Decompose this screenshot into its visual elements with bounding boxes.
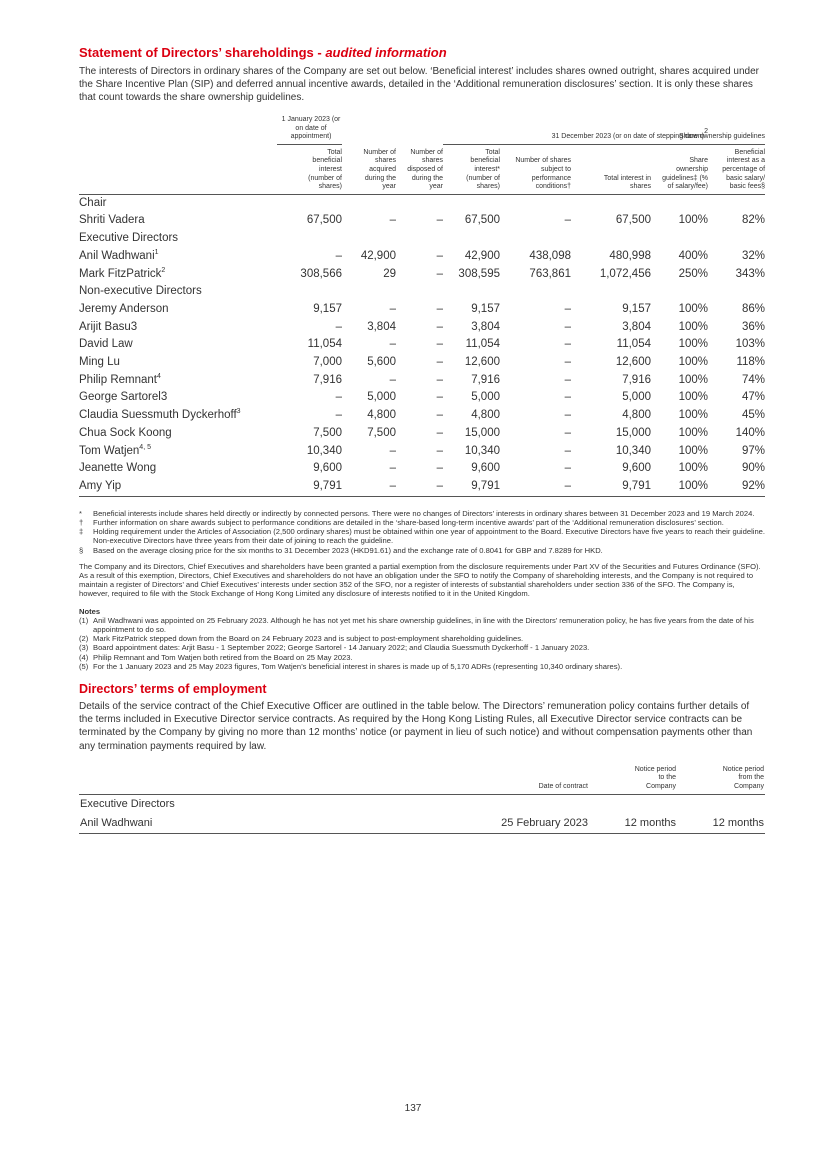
col-header: Total beneficial interest (number of shares) [277,144,342,194]
table-cell: 11,054 [307,338,342,351]
table-cell: 10,340 [306,444,342,457]
table-cell: 5,000 [471,391,500,404]
table-cell: – [564,409,571,422]
table-cell: 100% [678,373,709,386]
director-name: Arijit Basu3 [79,320,138,333]
director-name: Chua Sock Koong [79,426,172,439]
col-header: Total interest in shares [571,144,651,194]
table-cell: – [389,302,396,315]
table-cell: – [396,478,443,496]
director-row [79,372,765,390]
director-row [79,354,765,372]
director-name: Tom Watjen$^{4, 5}$ [79,443,151,457]
table-cell: 308,595 [458,267,500,280]
table-cell: 5,600 [367,356,396,369]
col-header: Notice period from the Company [677,765,765,794]
table-cell: 250% [678,267,709,280]
shareholdings-title: Statement of Directors’ shareholdings - audited information [79,45,447,60]
director-name: Jeremy Anderson [79,302,169,315]
director-row [79,336,765,354]
table-cell: – [342,478,396,496]
table-cell: – [564,444,571,457]
table-cell: – [564,356,571,369]
director-name: Mark FitzPatrick$^2$ [79,266,166,280]
table-cell: 9,791 [571,478,651,496]
table-cell: 12,600 [615,356,651,369]
table-cell: 3,804 [471,320,500,333]
table-cell: 3,804 [367,320,396,333]
table-cell: – [436,338,443,351]
table-cell: 400% [678,249,709,262]
table-cell: 92% [708,478,765,496]
shareholdings-table [79,116,765,497]
director-row [79,443,765,461]
table-cell: – [335,409,342,422]
table-cell: 86% [741,302,766,315]
table-cell: 10,340 [615,444,651,457]
shareholdings-body [79,194,765,496]
table-cell: 100% [678,214,709,227]
table-cell: – [436,373,443,386]
sfo-paragraph: The Company and its Directors, Chief Executives and shareholders have been granted a partial exemption from the disclosure requirements under Part XV of the Securities and Futures Ordinance (SFO). As a result of this exemption, Directors, Chief Executives and shareholders do not have an obligation under the SFO to notify the Company of shareholding interests, and the Company is not required to maintain a register of Directors’ and Chief Executives’ interests under section 352 of the SFO, nor a register of interests of substantial shareholders under section 336 of the SFO. The Company is, however, required to file with the Stock Exchange of Hong Kong Limited any disclosure of interests notified to it in the United Kingdom. [79,561,761,599]
director-row [79,301,765,319]
note: (4) Philip Remnant and Tom Watjen both retired from the Board on 25 May 2023. [79,652,353,662]
director-name: George Sartorel3 [79,391,168,404]
table-cell: – [436,356,443,369]
director-row [79,407,765,425]
table-cell: – [436,214,443,227]
table-cell: 67,500 [306,214,342,227]
col-header: Total beneficial interest* (number of shares) [443,144,500,194]
director-row [79,319,765,337]
table-cell: 67,500 [615,214,651,227]
table-cell: – [564,462,571,475]
col-header: Notice period to the Company [589,765,677,794]
table-cell: 97% [741,444,766,457]
footnote: * Beneficial interests include shares held directly or indirectly by connected persons. There were no changes of Directors’ interests in ordinary shares between 31 December 2023 and 19 March 2024. [79,508,755,518]
table-cell: 100% [678,356,709,369]
table-cell: 100% [678,426,709,439]
table-cell: 100% [678,302,709,315]
table-cell: 7,916 [313,373,342,386]
table-cell: 7,916 [622,373,651,386]
contract-row: Anil Wadhwani 25 February 2023 12 months 12 months [79,814,765,834]
table-cell: – [436,426,443,439]
table-cell: 9,791 [277,478,342,496]
table-cell: 74% [741,373,766,386]
table-cell: – [564,320,571,333]
note: (5) For the 1 January 2023 and 25 May 2023 figures, Tom Watjen’s beneficial interest in shares is made up of 5,170 ADRs (representing 10,340 ordinary shares). [79,661,623,671]
table-cell: 118% [736,356,766,369]
table-cell: – [436,391,443,404]
table-cell: – [564,373,571,386]
table-cell: – [436,302,443,315]
page-number: 137 [404,1103,422,1114]
group-guidelines: Share ownership guidelines [708,116,765,144]
table-cell: 4,800 [622,409,651,422]
table-cell: 100% [678,462,709,475]
table-cell: – [564,391,571,404]
table-cell: – [389,444,396,457]
section-label: Chair [79,196,107,209]
notes-title: Notes [79,606,101,616]
col-header: Share ownership guidelines‡ (% of salary/fee) [651,144,708,194]
table-cell: 45% [741,409,766,422]
terms-title: Directors’ terms of employment [79,681,267,696]
table-cell: 10,340 [464,444,500,457]
contract-table [79,765,765,834]
table-cell: 100% [678,338,709,351]
director-name: Amy Yip [79,478,277,496]
table-cell: 9,600 [313,462,342,475]
table-cell: 9,157 [471,302,500,315]
section-row [79,194,765,212]
footnote: ‡ Holding requirement under the Articles of Association (2,500 ordinary shares) must be obtained within one year of appointment to the Board. Executive Directors have five years to reach their guideline. Non-executive Directors have three years from their date of joining to reach the guideline. [79,527,765,546]
table-cell: 9,600 [471,462,500,475]
table-cell: 7,500 [313,426,342,439]
note: (1) Anil Wadhwani was appointed on 25 February 2023. Although he has not yet met his share ownership guidelines, in line with the Directors’ remuneration policy, he has five years from the date of his appointment to do so. [79,615,754,634]
director-row [79,389,765,407]
table-cell: – [436,409,443,422]
table-cell: 140% [735,426,766,439]
director-row [79,460,765,478]
group-dec: 31 December 2023 (or on date of stepping down)$^2$ [443,116,708,144]
table-cell: 308,566 [300,267,342,280]
director-name: Ming Lu [79,356,120,369]
col-header: Number of shares acquired during the year [342,144,396,194]
table-cell: – [436,320,443,333]
group-header-row [79,116,765,144]
table-cell: 9,157 [313,302,342,315]
table-cell: 47% [741,391,766,404]
table-cell: 9,600 [622,462,651,475]
table-cell: 1,072,456 [599,267,651,280]
director-name: Shriti Vadera [79,214,145,227]
director-name: Jeanette Wong [79,462,157,475]
table-cell: 3,804 [622,320,651,333]
table-cell: 11,054 [465,338,500,351]
footnote: † Further information on share awards subject to performance conditions are detailed in the ‘share-based long-term incentive awards’ part of the ‘Additional remuneration disclosures’ section. [79,517,724,527]
table-cell: – [564,214,571,227]
table-cell: 7,500 [367,426,396,439]
table-cell: – [389,373,396,386]
table-cell: – [335,391,342,404]
table-cell: – [389,214,396,227]
table-cell: – [436,444,443,457]
director-row [79,212,765,230]
table-cell: – [500,478,571,496]
col-header: Number of shares subject to performance conditions† [500,144,571,194]
table-cell: 4,800 [367,409,396,422]
table-cell: 9,791 [443,478,500,496]
table-cell: – [436,267,443,280]
section-row [79,283,765,301]
page-content [79,44,765,834]
table-cell: 15,000 [464,426,500,439]
director-row [79,478,765,496]
col-header: Number of shares disposed of during the year [396,144,443,194]
table-cell: 15,000 [615,426,651,439]
table-cell: 90% [741,462,766,475]
table-cell: – [436,249,443,262]
table-cell: – [389,338,396,351]
table-cell: 11,054 [616,338,651,351]
director-name: Anil Wadhwani$^1$ [79,248,159,262]
table-cell: 67,500 [464,214,500,227]
table-cell: – [564,302,571,315]
table-cell: 42,900 [360,249,396,262]
table-cell: 82% [741,214,766,227]
director-row [79,425,765,443]
table-cell: 29 [383,267,396,280]
table-cell: 42,900 [464,249,500,262]
footnote: § Based on the average closing price for the six months to 31 December 2023 (HKD91.61) and the exchange rate of 0.8041 for GBP and 7.8289 for HKD. [79,545,603,555]
contract-section-row: Executive Directors [80,797,175,810]
table-cell: 763,861 [529,267,571,280]
table-cell: 100% [678,444,709,457]
table-cell: 480,998 [609,249,651,262]
group-jan: 1 January 2023 (or on date of appointment) [277,116,342,144]
terms-text: Details of the service contract of the Chief Executive Officer are outlined in the table below. The Directors’ remuneration policy contains further details of the terms included in Executive Director service contracts. As required by the Hong Kong Listing Rules, all Executive Director service contracts can be terminated by the Company by giving no more than 12 months’ notice (or payment in lieu of such notice) and without compensation payments other than any termination payments required by law. [79,700,753,752]
table-cell: 9,157 [622,302,651,315]
table-cell: 100% [678,391,709,404]
footnotes [79,509,765,555]
note: (2) Mark FitzPatrick stepped down from the Board on 24 February 2023 and is subject to post-employment shareholding guidelines. [79,634,524,644]
contract-header-row [79,765,765,794]
table-cell: 7,000 [313,356,342,369]
table-cell: 32% [741,249,766,262]
table-cell: 438,098 [529,249,571,262]
table-cell: – [436,462,443,475]
table-cell: 100% [678,409,709,422]
col-header: Beneficial interest as a percentage of basic salary/ basic fees§ [708,144,765,194]
section-row [79,230,765,248]
section-label: Non-executive Directors [79,285,202,298]
director-row [79,266,765,284]
table-cell: 103% [735,338,766,351]
table-cell: 5,000 [622,391,651,404]
table-cell: – [564,338,571,351]
table-cell: – [564,426,571,439]
col-header: Date of contract [459,765,589,794]
table-cell: 7,916 [471,373,500,386]
director-name: Claudia Suessmuth Dyckerhoff$^3$ [79,408,241,422]
table-cell: 100% [651,478,708,496]
director-name: David Law [79,338,133,351]
table-cell: 100% [678,320,709,333]
table-cell: 12,600 [464,356,500,369]
table-cell: – [335,320,342,333]
table-cell: – [389,462,396,475]
intro-text: The interests of Directors in ordinary shares of the Company are set out below. ‘Beneficial interest’ includes shares owned outright, shares acquired under the Share Incentive Plan (SIP) and deferred annual incentive awards, detailed in the ‘Additional remuneration disclosures’ section. It is only these shares that count towards the share ownership guidelines. [79,66,759,103]
note: (3) Board appointment dates: Arjit Basu - 1 September 2022; George Sartorel - 14 January 2022; and Claudia Suessmuth Dyckerhoff - 1 January 2023. [79,643,590,653]
table-cell: 36% [741,320,766,333]
section-label: Executive Directors [79,232,179,245]
table-cell: – [335,249,342,262]
table-cell: 343% [735,267,766,280]
director-row [79,248,765,266]
table-cell: 4,800 [471,409,500,422]
table-cell: 5,000 [367,391,396,404]
column-header-row [79,144,765,194]
director-name: Philip Remnant$^4$ [79,372,161,386]
